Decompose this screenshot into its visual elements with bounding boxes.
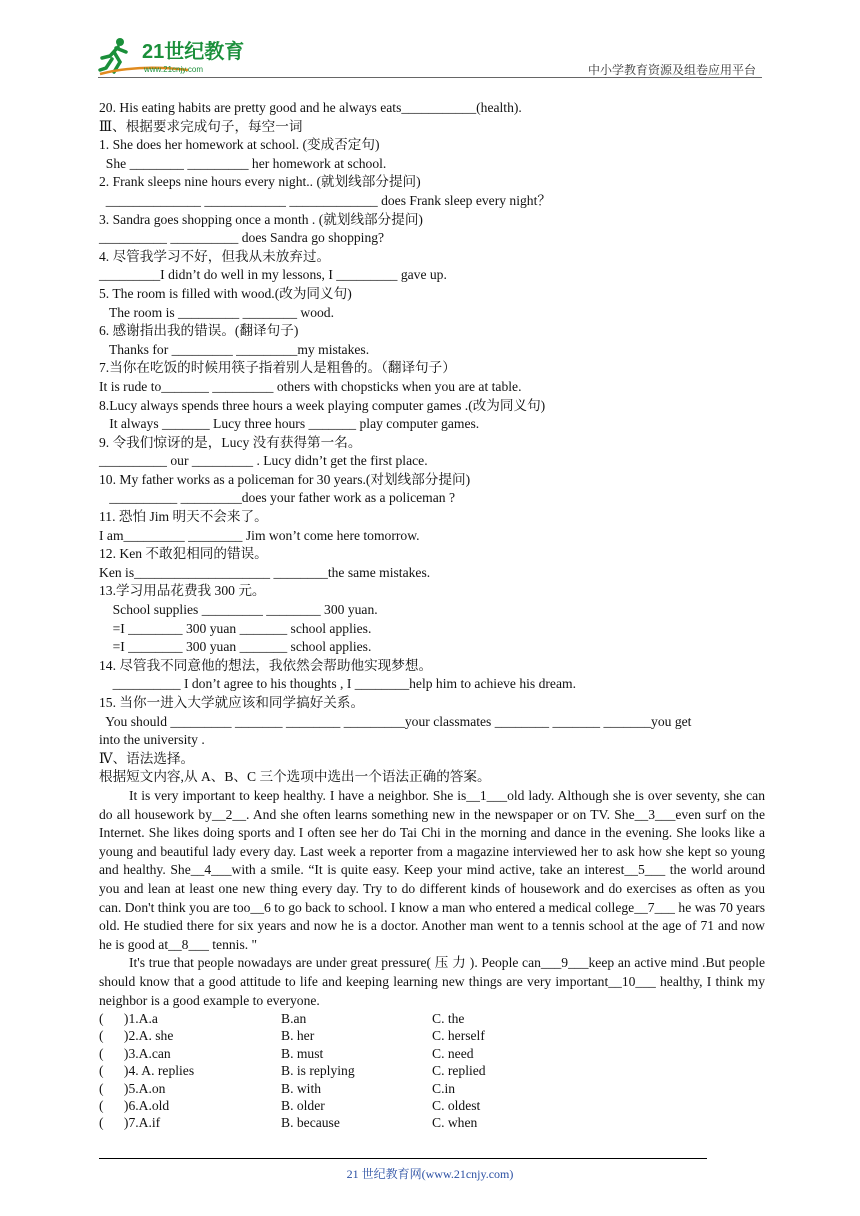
question-line: Ⅳ、语法选择。 xyxy=(99,750,195,766)
option-c: C.in xyxy=(432,1080,456,1096)
header-rule xyxy=(98,77,762,78)
question-line: 9. 令我们惊讶的是，Lucy 没有获得第一名。 xyxy=(99,434,362,450)
option-a: ( )3.A.can xyxy=(99,1045,171,1061)
option-row xyxy=(99,1027,765,1044)
option-a: ( )7.A.if xyxy=(99,1115,161,1131)
question-line: _________I didn’t do well in my lessons, I _________ gave up. xyxy=(99,267,447,283)
option-c: C. oldest xyxy=(432,1098,481,1114)
question-line: =I ________ 300 yuan _______ school applies. xyxy=(99,620,372,636)
option-row xyxy=(99,1010,765,1027)
option-b: B. must xyxy=(281,1045,324,1061)
option-b: B. is replying xyxy=(281,1063,355,1079)
passage xyxy=(99,787,765,1010)
question-line: 1. She does her homework at school. (变成否定句) xyxy=(99,137,380,153)
page-header xyxy=(98,34,762,78)
question-line: 8.Lucy always spends three hours a week playing computer games .(改为同义句) xyxy=(99,397,546,413)
option-a: ( )1.A.a xyxy=(99,1011,158,1027)
question-line: 6. 感谢指出我的错误。(翻译句子) xyxy=(99,323,299,339)
question-line: It is rude to_______ _________ others with chopsticks when you are at table. xyxy=(99,378,522,394)
question-line: 7.当你在吃饭的时候用筷子指着别人是粗鲁的。（翻译句子） xyxy=(99,360,456,376)
platform-title: 中小学教育资源及组卷应用平台 xyxy=(587,63,756,77)
question-line: 14. 尽管我不同意他的想法，我依然会帮助他实现梦想。 xyxy=(99,657,433,673)
option-c: C. when xyxy=(432,1115,478,1131)
question-line: 根据短文内容,从 A、B、C 三个选项中选出一个语法正确的答案。 xyxy=(99,769,491,785)
option-c: C. the xyxy=(432,1011,465,1027)
question-line: __________ __________ does Sandra go shopping? xyxy=(99,230,385,246)
logo xyxy=(98,34,268,78)
question-line: ______________ ____________ _____________ does Frank sleep every night？ xyxy=(99,192,551,208)
question-line: She ________ _________ her homework at school. xyxy=(99,155,387,171)
answer-options xyxy=(99,1010,765,1132)
question-line: The room is _________ ________ wood. xyxy=(99,304,334,320)
svg-text:21世纪教育: 21世纪教育 xyxy=(142,41,245,63)
option-b: B. with xyxy=(281,1080,322,1096)
question-line: 12. Ken 不敢犯相同的错误。 xyxy=(99,546,268,562)
option-row xyxy=(99,1080,765,1097)
question-line: 10. My father works as a policeman for 30 years.(对划线部分提问) xyxy=(99,471,471,487)
question-line: 4. 尽管我学习不好，但我从未放弃过。 xyxy=(99,248,331,264)
question-line: into the university . xyxy=(99,732,205,748)
passage-paragraph-2: It's true that people nowadays are under great pressure( 压 力 ). People can___9___keep an active mind .But people should know that a good attitude to life and keeping learning new things are very important__10___ healthy, I think my neighbor is a good example to everyone. xyxy=(99,955,765,1008)
option-a: ( )6.A.old xyxy=(99,1098,170,1114)
worksheet-content xyxy=(99,99,765,1132)
question-line: 20. His eating habits are pretty good and he always eats___________(health). xyxy=(99,100,522,115)
option-b: B.an xyxy=(281,1011,307,1027)
question-line: __________ I don’t agree to his thoughts , I ________help him to achieve his dream. xyxy=(99,676,576,692)
question-line: 3. Sandra goes shopping once a month . (就划线部分提问) xyxy=(99,211,423,227)
question-line: 13.学习用品花费我 300 元。 xyxy=(99,583,266,599)
question-line: School supplies _________ ________ 300 yuan. xyxy=(99,602,378,618)
question-line: 2. Frank sleeps nine hours every night.. (就划线部分提问) xyxy=(99,174,421,190)
option-a: ( )5.A.on xyxy=(99,1080,166,1096)
option-c: C. replied xyxy=(432,1063,486,1079)
question-lines xyxy=(99,99,765,787)
question-line: __________ our _________ . Lucy didn’t get the first place. xyxy=(99,453,428,469)
question-line: 11. 恐怕 Jim 明天不会来了。 xyxy=(99,509,268,525)
option-row xyxy=(99,1097,765,1114)
option-row xyxy=(99,1114,765,1131)
option-row xyxy=(99,1045,765,1062)
option-a: ( )2.A. she xyxy=(99,1028,174,1044)
question-line: You should _________ _______ ________ _________your classmates ________ _______ _______you get xyxy=(99,713,692,729)
option-b: B. her xyxy=(281,1028,315,1044)
option-c: C. need xyxy=(432,1045,474,1061)
question-line: Thanks for _________ _________my mistakes. xyxy=(99,341,370,357)
option-b: B. because xyxy=(281,1115,340,1131)
option-row xyxy=(99,1062,765,1079)
page-footer: 21 世纪教育网(www.21cnjy.com) xyxy=(346,1167,514,1181)
question-line: =I ________ 300 yuan _______ school applies. xyxy=(99,639,372,655)
question-line: Ken is____________________ ________the same mistakes. xyxy=(99,564,431,580)
question-line: I am_________ ________ Jim won’t come here tomorrow. xyxy=(99,527,420,543)
option-a: ( )4. A. replies xyxy=(99,1063,195,1079)
svg-text:www.21cnjy.com: www.21cnjy.com xyxy=(144,65,203,74)
option-c: C. herself xyxy=(432,1028,485,1044)
question-line: 15. 当你一进入大学就应该和同学搞好关系。 xyxy=(99,695,365,710)
passage-paragraph-1: It is very important to keep healthy. I have a neighbor. She is__1___old lady. Although she is over seventy, she can do all housework by__2__. And she often learns something new in the newspaper or on TV. She__3___even surf on the Internet. She likes doing sports and I often see her do Tai Chi in the morning and dance in the evening. She looks like a young and beautiful lady every day. Last week a reporter from a magazine interviewed her to ask how she kept so young and healthy. She__4___with a smile. “It is quite easy. Keep your mind active, take an interest__5___ the world around you and lean at least one new thing every day. Try to do different kinds of housework and do exercises as often as you can. Don't think you are too__6 to go back to school. I know a man who entered a medical college__7___ he was 70 years old. He studied there for six years and now he is a doctor. Another man went to a tennis school at the age of 71 and now he is good at__8___ tennis. " xyxy=(99,787,765,952)
question-line: Ⅲ、根据要求完成句子，每空一词 xyxy=(99,118,303,134)
question-line: It always _______ Lucy three hours _______ play computer games. xyxy=(99,416,480,432)
question-line: 5. The room is filled with wood.(改为同义句) xyxy=(99,285,352,301)
question-line: __________ _________does your father work as a policeman ? xyxy=(99,490,455,506)
footer-rule xyxy=(99,1158,707,1159)
option-b: B. older xyxy=(281,1098,325,1114)
